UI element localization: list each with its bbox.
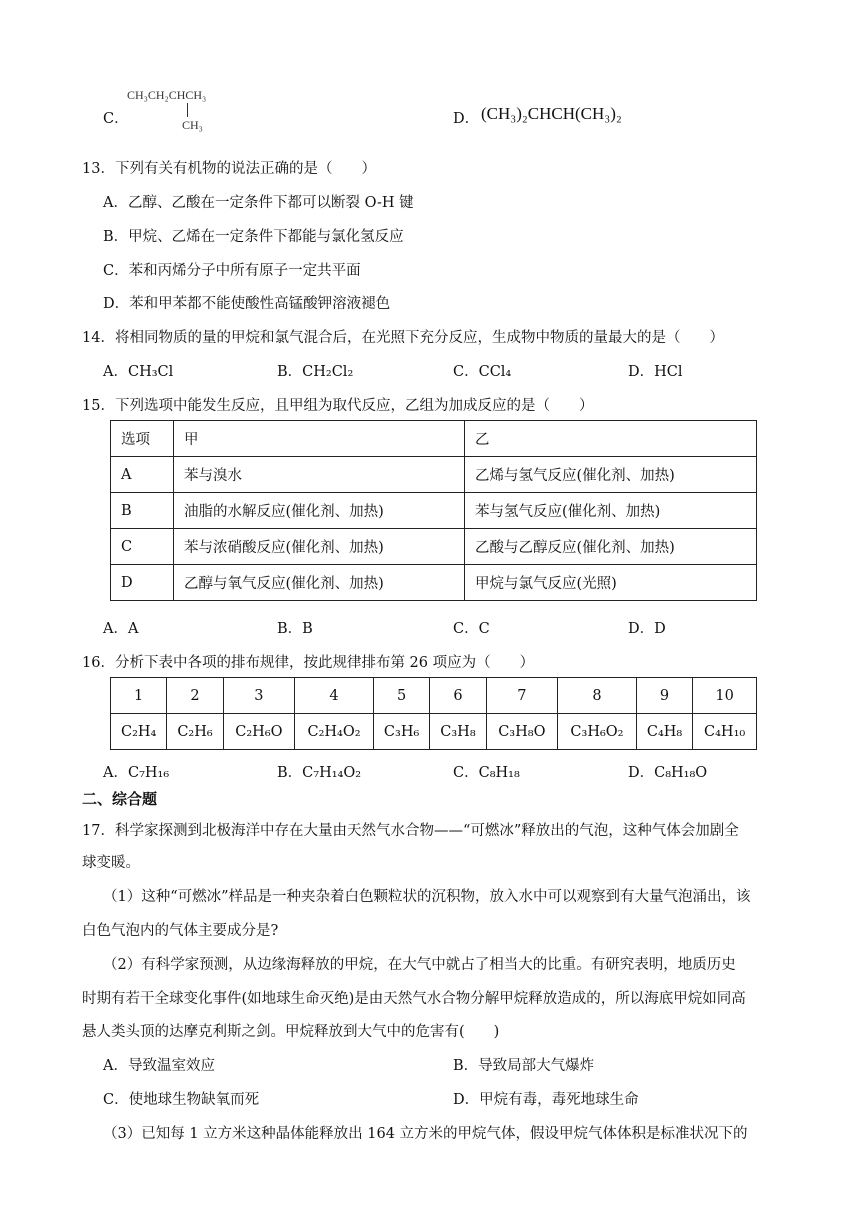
q16-option-d: D．C₈H₁₈O [628, 765, 708, 781]
table-cell: 5 [373, 678, 429, 714]
table-header-cell: 甲 [174, 421, 465, 457]
table-cell: 2 [167, 678, 223, 714]
table-cell: A [111, 457, 174, 493]
table-cell: 乙酸与乙醇反应(催化剂、加热) [465, 529, 757, 565]
q17-part2-line3: 悬人类头顶的达摩克利斯之剑。甲烷释放到大气中的危害有( ) [82, 1024, 500, 1040]
q15-option-a: A．A [103, 621, 139, 637]
table-cell: 1 [111, 678, 167, 714]
table-cell: 乙烯与氢气反应(催化剂、加热) [465, 457, 757, 493]
table-row-numbers [111, 678, 757, 714]
q17-part2-line1: （2）有科学家预测，从边缘海释放的甲烷，在大气中就占了相当大的比重。有研究表明，地质历史 [103, 957, 736, 973]
q17-part1-line2: 白色气泡内的气体主要成分是? [82, 923, 279, 939]
table-header-row [111, 421, 757, 457]
table-cell: C₃H₈ [430, 714, 486, 750]
table-cell: 4 [295, 678, 374, 714]
q14-option-d: D．HCl [628, 364, 683, 380]
structure-branch: CH₃ [182, 118, 203, 132]
structure-main-chain: CH₃CH₂CHCH₃ [127, 88, 207, 102]
q17-stem-line2: 球变暖。 [82, 855, 140, 871]
table-row [111, 565, 757, 601]
q12-option-d-formula: (CH₃)₂CHCH(CH₃)₂ [481, 104, 622, 123]
q15-option-c: C．C [453, 621, 490, 637]
table-header-cell: 乙 [465, 421, 757, 457]
q17-part2-line2: 时期有若干全球变化事件(如地球生命灭绝)是由天然气水合物分解甲烷释放造成的，所以海底甲烷如同高 [82, 991, 746, 1007]
table-cell: 9 [636, 678, 692, 714]
q16-option-b: B．C₇H₁₄O₂ [277, 765, 362, 781]
table-cell: 10 [693, 678, 757, 714]
table-cell: 苯与溴水 [174, 457, 465, 493]
table-cell: 苯与氢气反应(催化剂、加热) [465, 493, 757, 529]
q14-option-b: B．CH₂Cl₂ [277, 364, 354, 380]
table-cell: C₃H₆O₂ [558, 714, 637, 750]
q17-part2-option-a: A．导致温室效应 [103, 1058, 215, 1074]
table-row [111, 457, 757, 493]
q12-option-c-label: C． [103, 111, 129, 127]
q14-stem: 14．将相同物质的量的甲烷和氯气混合后，在光照下充分反应，生成物中物质的量最大的是（ ） [82, 330, 724, 346]
q15-option-b: B．B [277, 621, 313, 637]
table-row [111, 529, 757, 565]
table-cell: 8 [558, 678, 637, 714]
q16-option-c: C．C₈H₁₈ [453, 765, 520, 781]
q14-option-a: A．CH₃Cl [103, 364, 174, 380]
table-row-formulas [111, 714, 757, 750]
table-row [111, 493, 757, 529]
table-cell: 油脂的水解反应(催化剂、加热) [174, 493, 465, 529]
q13-option-c: C．苯和丙烯分子中所有原子一定共平面 [103, 263, 361, 279]
q16-stem: 16．分析下表中各项的排布规律，按此规律排布第 26 项应为（ ） [82, 655, 535, 671]
q17-part2-option-d: D．甲烷有毒，毒死地球生命 [453, 1092, 639, 1108]
table-cell: B [111, 493, 174, 529]
q13-option-d: D．苯和甲苯都不能使酸性高锰酸钾溶液褪色 [103, 296, 391, 312]
q14-option-c: C．CCl₄ [453, 364, 512, 380]
q13-option-a: A．乙醇、乙酸在一定条件下都可以断裂 O-H 键 [103, 195, 414, 211]
table-header-cell: 选项 [111, 421, 174, 457]
q17-part2-option-c: C．使地球生物缺氧而死 [103, 1092, 260, 1108]
table-cell: 乙醇与氧气反应(催化剂、加热) [174, 565, 465, 601]
q16-option-a: A．C₇H₁₆ [103, 765, 170, 781]
q17-part2-option-b: B．导致局部大气爆炸 [453, 1058, 595, 1074]
q17-part3-line1: （3）已知每 1 立方米这种晶体能释放出 164 立方米的甲烷气体，假设甲烷气体体积是标准状况下的 [103, 1126, 748, 1142]
table-cell: C₄H₁₀ [693, 714, 757, 750]
table-cell: C₂H₄ [111, 714, 167, 750]
q13-stem: 13．下列有关有机物的说法正确的是（ ） [82, 161, 376, 177]
table-cell: 甲烷与氯气反应(光照) [465, 565, 757, 601]
table-cell: C₂H₆ [167, 714, 223, 750]
table-cell: C₄H₈ [636, 714, 692, 750]
table-cell: C₂H₆O [223, 714, 294, 750]
q15-option-d: D．D [628, 621, 666, 637]
table-cell: 6 [430, 678, 486, 714]
q13-option-b: B．甲烷、乙烯在一定条件下都能与氯化氢反应 [103, 229, 404, 245]
table-cell: 7 [486, 678, 557, 714]
q16-table [110, 677, 757, 750]
table-cell: 苯与浓硝酸反应(催化剂、加热) [174, 529, 465, 565]
q17-part1-line1: （1）这种“可燃冰”样品是一种夹杂着白色颗粒状的沉积物，放入水中可以观察到有大量气泡涌出，该 [103, 889, 751, 905]
q17-stem-line1: 17．科学家探测到北极海洋中存在大量由天然气水合物——“可燃冰”释放出的气泡，这种气体会加剧全 [82, 823, 739, 839]
table-cell: C₃H₆ [373, 714, 429, 750]
q15-stem: 15．下列选项中能发生反应，且甲组为取代反应，乙组为加成反应的是（ ） [82, 398, 594, 414]
table-cell: D [111, 565, 174, 601]
q12-option-d-label: D． [453, 111, 480, 127]
section-heading: 二、综合题 [82, 790, 158, 808]
table-cell: 3 [223, 678, 294, 714]
table-cell: C [111, 529, 174, 565]
structure-bond-line [187, 103, 188, 117]
q15-table [110, 420, 757, 601]
table-cell: C₃H₈O [486, 714, 557, 750]
table-cell: C₂H₄O₂ [295, 714, 374, 750]
